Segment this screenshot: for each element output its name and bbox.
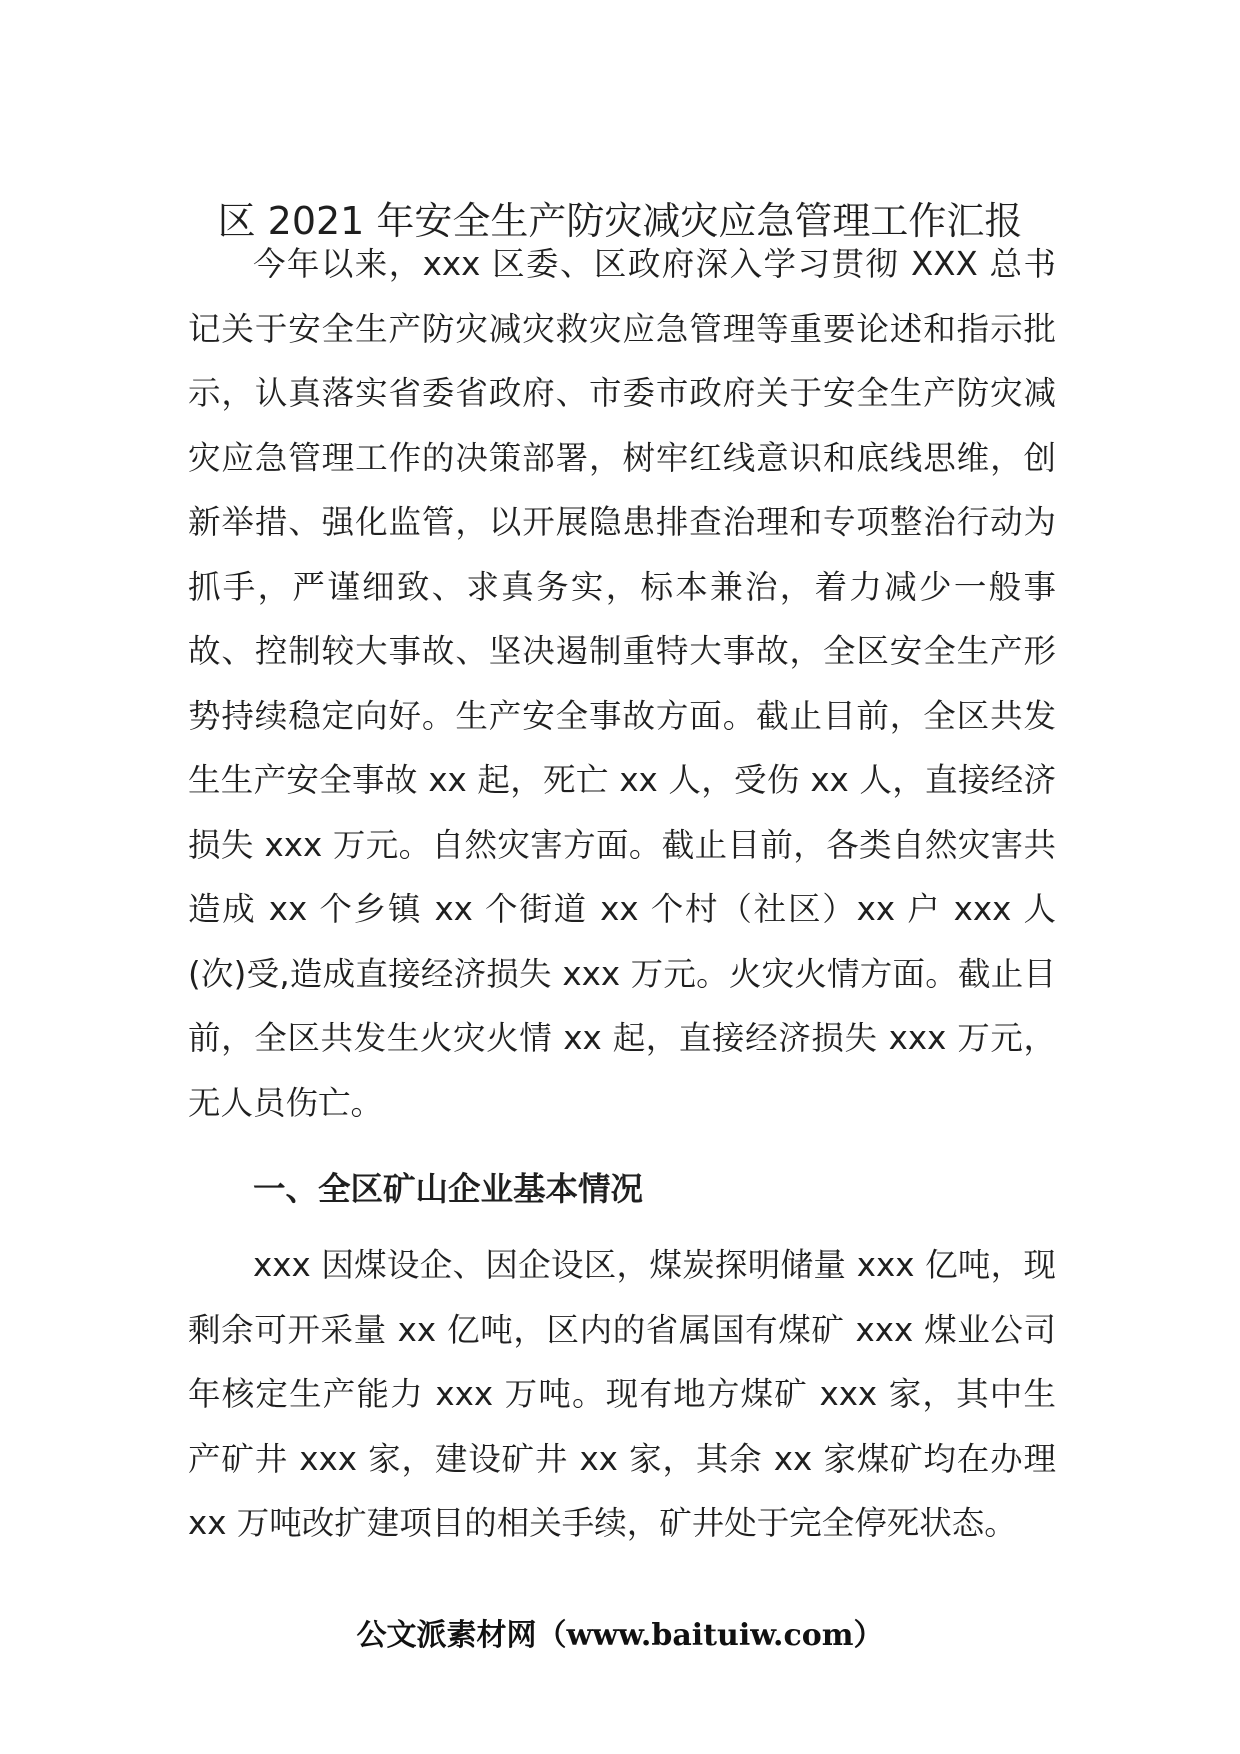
- section-heading: 一、全区矿山企业基本情况: [253, 1170, 644, 1208]
- section-paragraph: xxx 因煤设企、因企设区，煤炭探明储量 xxx 亿吨，现剩余可开采量 xx 亿吨，区内的省属国有煤矿 xxx 煤业公司年核定生产能力 xxx 万吨。现有地方煤矿 xxx 家，其中生产矿井 xxx 家，建设矿井 xx 家，其余 xx 家煤矿均在办理 xx 万吨改扩建项目的相关手续，矿井处于完全停死状态。: [188, 1246, 1056, 1542]
- intro-paragraph: 今年以来，xxx 区委、区政府深入学习贯彻 XXX 总书记关于安全生产防灾减灾救灾应急管理等重要论述和指示批示，认真落实省委省政府、市委市政府关于安全生产防灾减灾应急管理工作的决策部署，树牢红线意识和底线思维，创新举措、强化监管，以开展隐患排查治理和专项整治行动为抓手，严谨细致、求真务实，标本兼治，着力减少一般事故、控制较大事故、坚决遏制重特大事故，全区安全生产形势持续稳定向好。生产安全事故方面。截止目前，全区共发生生产安全事故 xx 起，死亡 xx 人，受伤 xx 人，直接经济损失 xxx 万元。自然灾害方面。截止目前，各类自然灾害共造成 xx 个乡镇 xx 个街道 xx 个村（社区）xx 户 xxx 人(次)受,造成直接经济损失 xxx 万元。火灾火情方面。截止目前，全区共发生火灾火情 xx 起，直接经济损失 xxx 万元，无人员伤亡。: [188, 245, 1056, 1122]
- footer-watermark: 公文派素材网（www.baituiw.com）: [356, 1618, 884, 1653]
- document-title: 区 2021 年安全生产防灾减灾应急管理工作汇报: [217, 199, 1023, 244]
